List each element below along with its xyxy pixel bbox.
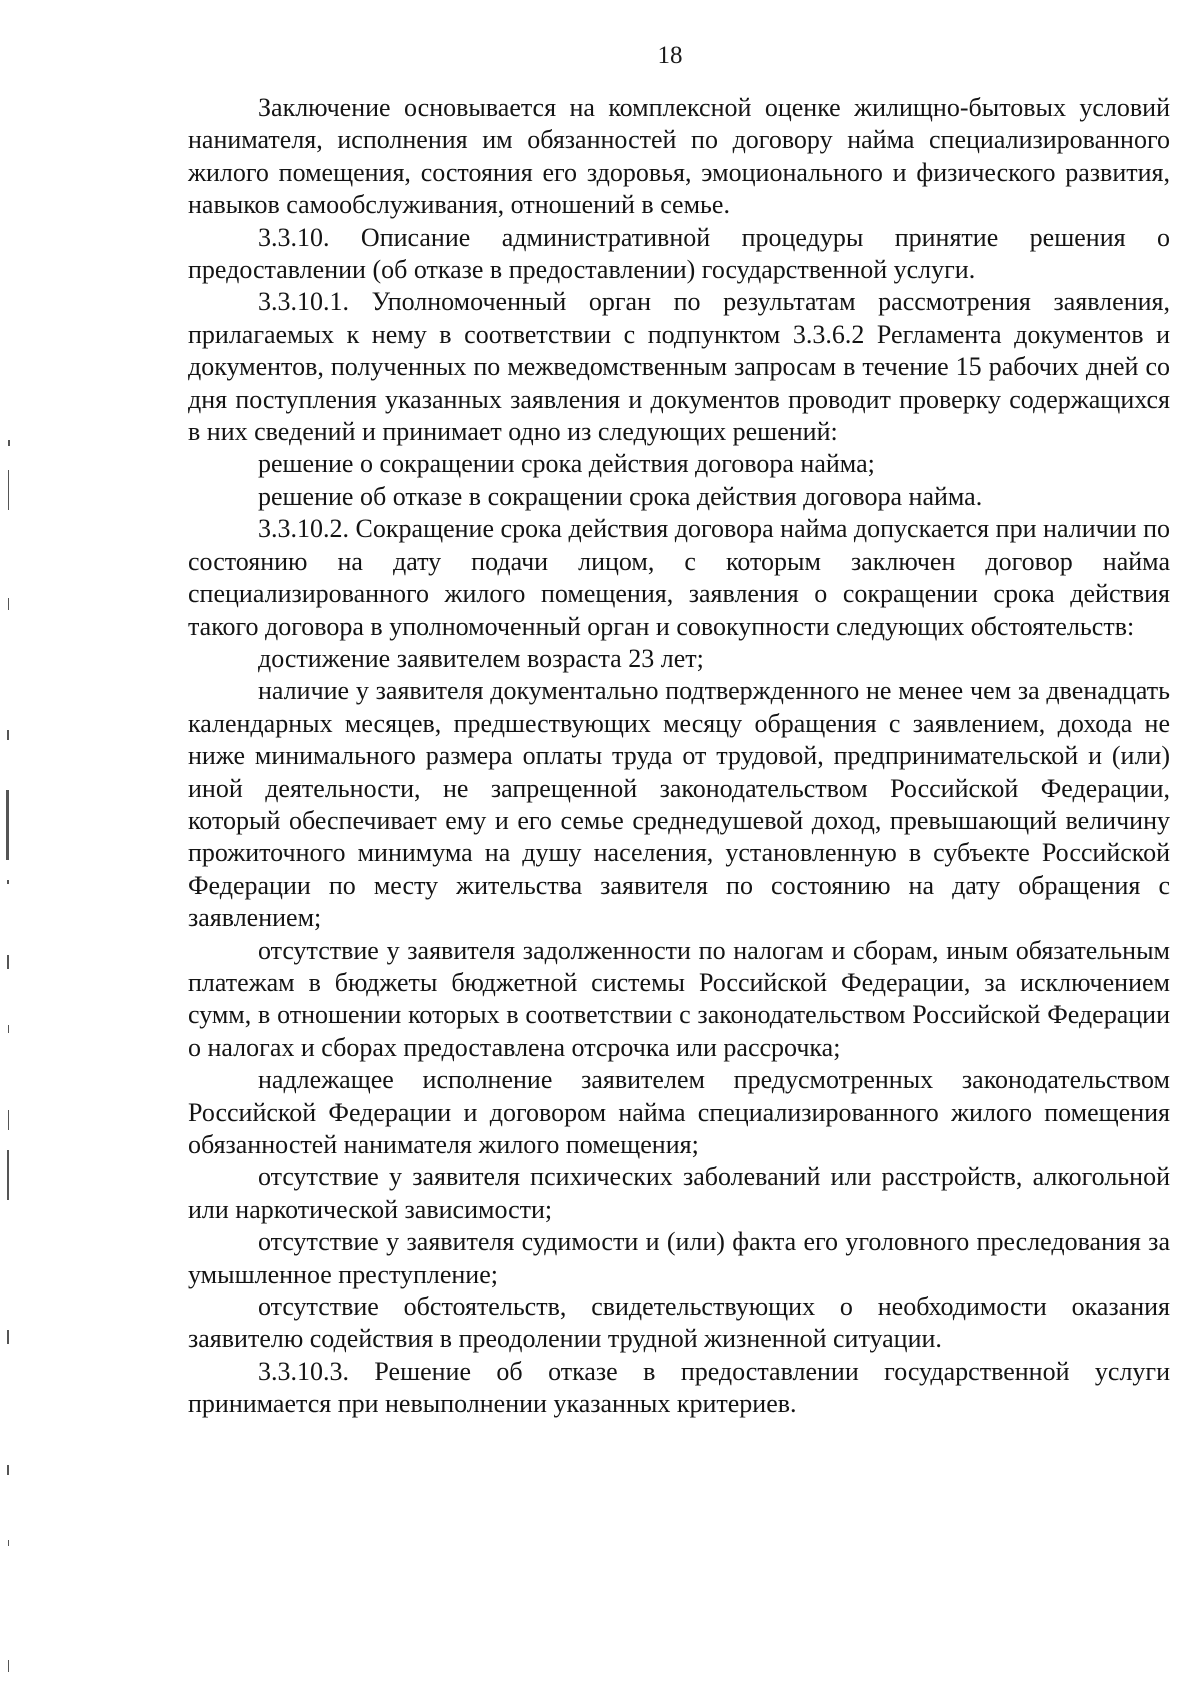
document-body xyxy=(188,92,1170,1421)
list-item-no-hardship-condition: отсутствие обстоятельств, свидетельствующих о необходимости оказания заявителю содействия в преодолении трудной жизненной ситуации. xyxy=(188,1292,1170,1354)
paragraph-section-3-3-10-2: 3.3.10.2. Сокращение срока действия договора найма допускается при наличии по состоянию на дату подачи лицом, с которым заключен договор найма специализированного жилого помещения, заявления о сокращении срока действия такого договора в уполномоченный орган и совокупности следующих обстоятельств: xyxy=(188,514,1170,641)
scan-mark xyxy=(8,440,10,446)
list-item-no-illness-condition: отсутствие у заявителя психических заболеваний или расстройств, алкогольной или наркотической зависимости; xyxy=(188,1162,1170,1224)
scan-mark xyxy=(7,1150,9,1200)
scan-mark xyxy=(8,1025,9,1033)
scan-mark xyxy=(7,1330,9,1344)
scan-mark xyxy=(6,790,9,860)
paragraph-section-3-3-10: 3.3.10. Описание административной процедуры принятие решения о предоставлении (об отказе в предоставлении) государственной услуги. xyxy=(188,222,1170,285)
paragraph-section-3-3-10-3: 3.3.10.3. Решение об отказе в предоставлении государственной услуги принимается при невыполнении указанных критериев. xyxy=(188,1356,1170,1419)
list-item-decision-reduce: решение о сокращении срока действия договора найма; xyxy=(258,449,875,479)
scan-mark xyxy=(7,955,9,969)
scan-mark xyxy=(7,1465,9,1475)
scan-mark xyxy=(8,470,9,510)
list-item-income-condition: наличие у заявителя документально подтвержденного не менее чем за двенадцать календарных месяцев, предшествующих месяцу обращения с заявлением, дохода не ниже минимального размера оплаты труда от трудовой, предпринимательской и (или) иной деятельности, не запрещенной законодательством Российской Федерации, который обеспечивает ему и его семье среднедушевой доход, превышающий величину прожиточного минимума на душу населения, установленную в субъекте Российской Федерации по месту жительства заявителя по состоянию на дату обращения с заявлением; xyxy=(188,676,1170,933)
scan-mark xyxy=(7,880,9,884)
scan-mark xyxy=(8,1110,9,1130)
list-item-proper-performance-condition: надлежащее исполнение заявителем предусмотренных законодательством Российской Федерации и договором найма специализированного жилого помещения обязанностей нанимателя жилого помещения; xyxy=(188,1065,1170,1159)
page-number: 18 xyxy=(657,42,683,69)
scan-edge-marks xyxy=(0,0,30,1697)
scan-mark xyxy=(7,730,9,740)
scan-mark xyxy=(8,1660,9,1672)
list-item-no-tax-debt-condition: отсутствие у заявителя задолженности по налогам и сборам, иным обязательным платежам в бюджеты бюджетной системы Российской Федерации, за исключением сумм, в отношении которых в соответствии с законодательством Российской Федерации о налогах и сборах предоставлена отсрочка или рассрочка; xyxy=(188,935,1170,1062)
list-item-no-criminal-record-condition: отсутствие у заявителя судимости и (или) факта его уголовного преследования за умышленное преступление; xyxy=(188,1227,1170,1289)
list-item-decision-refuse: решение об отказе в сокращении срока действия договора найма. xyxy=(258,481,983,511)
scan-mark xyxy=(8,1540,9,1546)
paragraph-section-3-3-10-1: 3.3.10.1. Уполномоченный орган по результатам рассмотрения заявления, прилагаемых к нему в соответствии с подпунктом 3.3.6.2 Регламента документов и документов, полученных по межведомственным запросам в течение 15 рабочих дней со дня поступления указанных заявления и документов проводит проверку содержащихся в них сведений и принимает одно из следующих решений: xyxy=(188,287,1170,447)
list-item-age-condition: достижение заявителем возраста 23 лет; xyxy=(258,643,704,673)
paragraph-conclusion-basis: Заключение основывается на комплексной оценке жилищно-бытовых условий нанимателя, исполнения им обязанностей по договору найма специализированного жилого помещения, состояния его здоровья, эмоционального и физического развития, навыков самообслуживания, отношений в семье. xyxy=(188,93,1170,220)
scan-mark xyxy=(8,598,9,610)
